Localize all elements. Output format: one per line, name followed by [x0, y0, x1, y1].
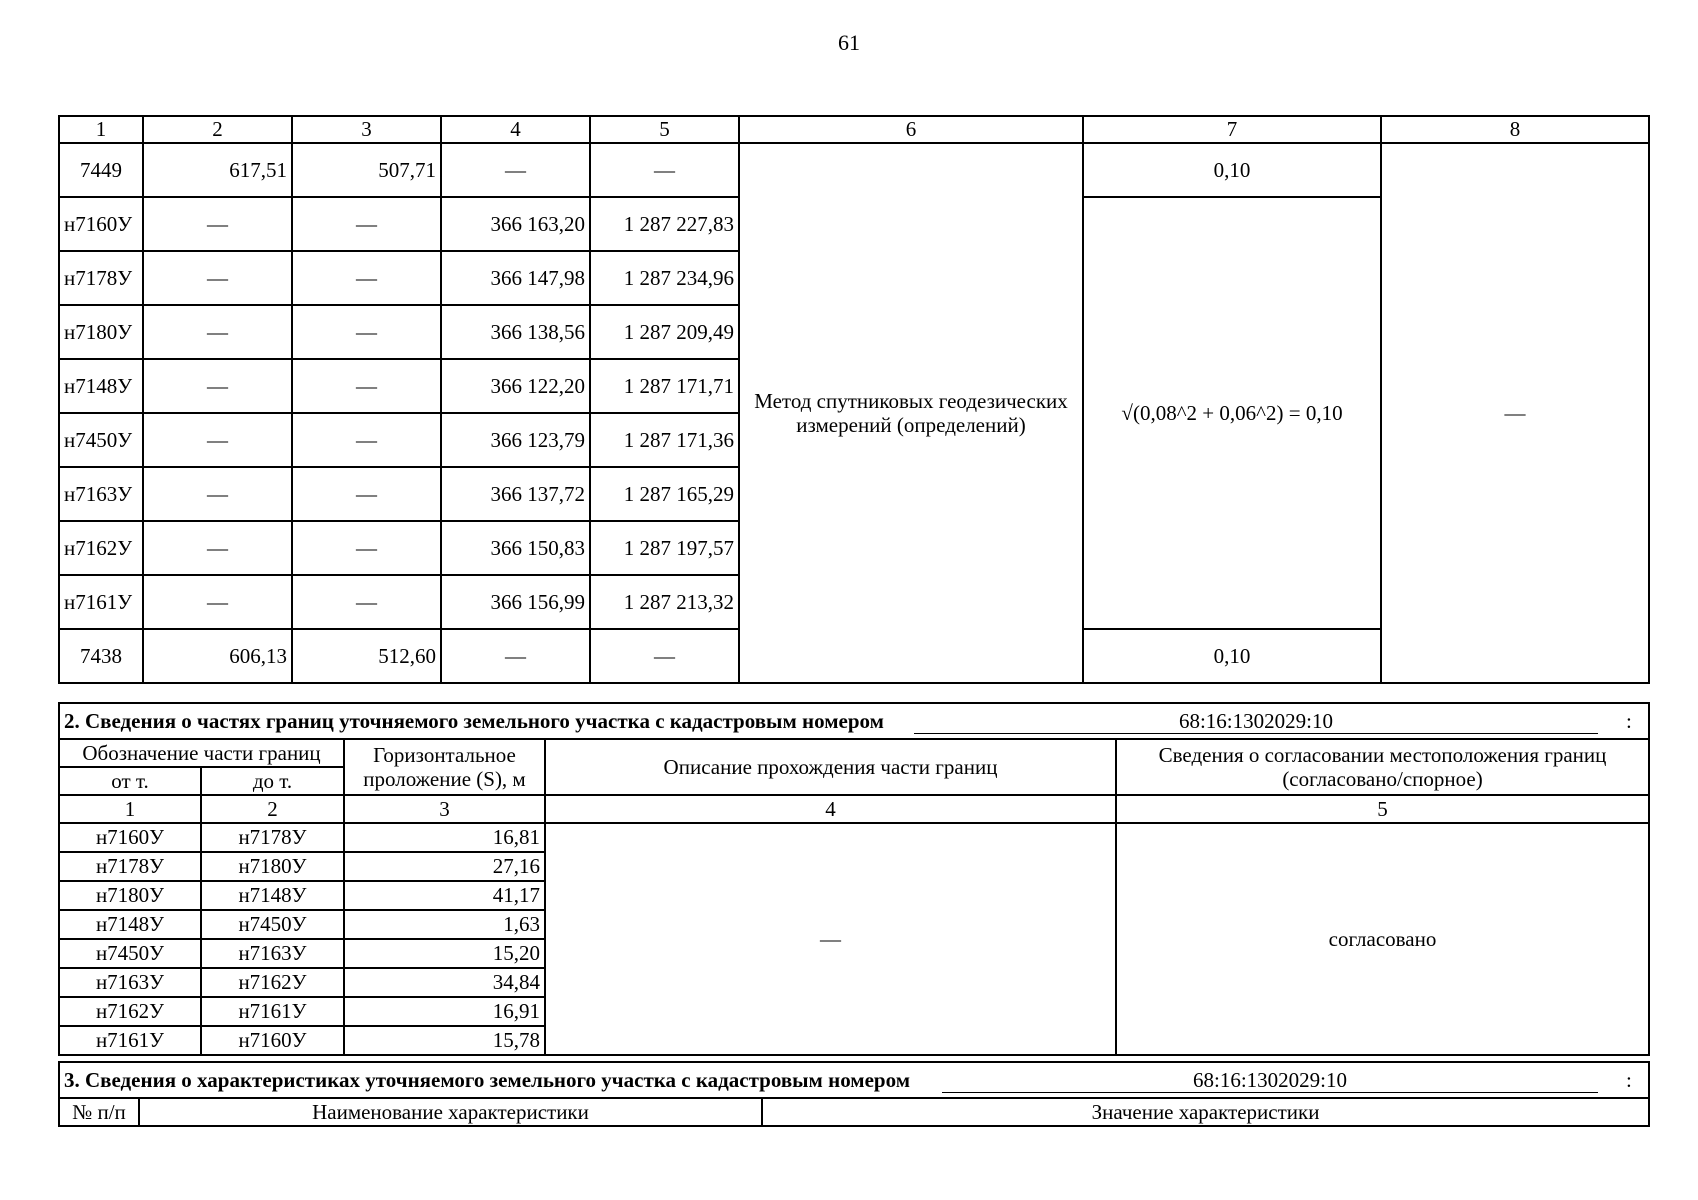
num-header: № п/п: [59, 1098, 139, 1126]
col-header: 4: [441, 116, 590, 143]
point-id-cell: н7180У: [59, 305, 143, 359]
y-new-cell: 1 287 165,29: [590, 467, 739, 521]
to-point-cell: н7163У: [201, 939, 344, 968]
x-old-cell: 617,51: [143, 143, 292, 197]
accuracy-formula-cell: √(0,08^2 + 0,06^2) = 0,10: [1083, 197, 1381, 629]
x-new-cell: 366 163,20: [441, 197, 590, 251]
section2-title: 2. Сведения о частях границ уточняемого земельного участка с кадастровым номером: [64, 709, 884, 733]
point-id-cell: 7438: [59, 629, 143, 683]
x-new-cell: —: [441, 629, 590, 683]
y-old-cell: —: [292, 305, 441, 359]
x-old-cell: —: [143, 467, 292, 521]
x-new-cell: 366 122,20: [441, 359, 590, 413]
to-header: до т.: [201, 767, 344, 795]
to-point-cell: н7450У: [201, 910, 344, 939]
col-number: 3: [344, 795, 545, 823]
table-row: [59, 823, 1649, 852]
from-point-cell: н7160У: [59, 823, 201, 852]
section3-cadastral-number: 68:16:1302029:10: [942, 1068, 1598, 1093]
x-new-cell: 366 138,56: [441, 305, 590, 359]
method-cell: Метод спутниковых геодезических измерений (определений): [739, 143, 1083, 683]
y-old-cell: —: [292, 521, 441, 575]
y-old-cell: —: [292, 575, 441, 629]
y-new-cell: 1 287 171,36: [590, 413, 739, 467]
y-old-cell: —: [292, 467, 441, 521]
agreement-cell: согласовано: [1116, 823, 1649, 1055]
y-old-cell: —: [292, 413, 441, 467]
col-number: 5: [1116, 795, 1649, 823]
section3-colon: :: [1626, 1067, 1632, 1092]
x-old-cell: —: [143, 359, 292, 413]
y-new-cell: 1 287 209,49: [590, 305, 739, 359]
agreement-header: Сведения о согласовании местоположения границ (согласовано/спорное): [1116, 739, 1649, 795]
x-new-cell: 366 150,83: [441, 521, 590, 575]
coordinates-header-row: [59, 116, 1649, 143]
description-cell: —: [545, 823, 1116, 1055]
distance-cell: 15,78: [344, 1026, 545, 1055]
point-id-cell: 7449: [59, 143, 143, 197]
boundary-parts-table: [58, 702, 1650, 1056]
accuracy-bottom-cell: 0,10: [1083, 629, 1381, 683]
point-id-cell: н7161У: [59, 575, 143, 629]
x-old-cell: —: [143, 197, 292, 251]
name-header: Наименование характеристики: [139, 1098, 762, 1126]
col-header: 7: [1083, 116, 1381, 143]
y-new-cell: 1 287 171,71: [590, 359, 739, 413]
x-old-cell: —: [143, 575, 292, 629]
distance-cell: 34,84: [344, 968, 545, 997]
x-new-cell: 366 123,79: [441, 413, 590, 467]
to-point-cell: н7148У: [201, 881, 344, 910]
point-id-cell: н7163У: [59, 467, 143, 521]
horizontal-header: Горизонтальное проложение (S), м: [344, 739, 545, 795]
from-point-cell: н7178У: [59, 852, 201, 881]
description-header: Описание прохождения части границ: [545, 739, 1116, 795]
page-number: 61: [838, 30, 860, 55]
section3-title: 3. Сведения о характеристиках уточняемого земельного участка с кадастровым номером: [64, 1067, 911, 1092]
x-old-cell: —: [143, 251, 292, 305]
y-old-cell: 512,60: [292, 629, 441, 683]
distance-cell: 16,81: [344, 823, 545, 852]
from-point-cell: н7180У: [59, 881, 201, 910]
x-new-cell: 366 147,98: [441, 251, 590, 305]
x-old-cell: 606,13: [143, 629, 292, 683]
col-number: 1: [59, 795, 201, 823]
section2-number-row: [59, 795, 1649, 823]
col-header: 3: [292, 116, 441, 143]
boundary-part-header: Обозначение части границ: [59, 739, 344, 767]
value-header: Значение характеристики: [762, 1098, 1649, 1126]
accuracy-top-cell: 0,10: [1083, 143, 1381, 197]
point-id-cell: н7178У: [59, 251, 143, 305]
col-header: 8: [1381, 116, 1649, 143]
y-old-cell: —: [292, 251, 441, 305]
y-new-cell: 1 287 197,57: [590, 521, 739, 575]
col-header: 1: [59, 116, 143, 143]
point-id-cell: н7160У: [59, 197, 143, 251]
section2-cadastral-number: 68:16:1302029:10: [914, 709, 1598, 734]
table-row: [59, 143, 1649, 197]
distance-cell: 16,91: [344, 997, 545, 1026]
distance-cell: 27,16: [344, 852, 545, 881]
from-point-cell: н7148У: [59, 910, 201, 939]
from-point-cell: н7161У: [59, 1026, 201, 1055]
col-header: 2: [143, 116, 292, 143]
y-new-cell: 1 287 234,96: [590, 251, 739, 305]
from-point-cell: н7450У: [59, 939, 201, 968]
from-point-cell: н7162У: [59, 997, 201, 1026]
y-old-cell: —: [292, 197, 441, 251]
x-old-cell: —: [143, 521, 292, 575]
from-header: от т.: [59, 767, 201, 795]
section3-header-row: [59, 1098, 1649, 1126]
col8-cell: —: [1381, 143, 1649, 683]
to-point-cell: н7180У: [201, 852, 344, 881]
section2-header-row: [59, 739, 1649, 767]
x-old-cell: —: [143, 413, 292, 467]
y-new-cell: —: [590, 143, 739, 197]
distance-cell: 1,63: [344, 910, 545, 939]
characteristics-table: [58, 1061, 1650, 1127]
y-old-cell: 507,71: [292, 143, 441, 197]
y-new-cell: 1 287 213,32: [590, 575, 739, 629]
to-point-cell: н7161У: [201, 997, 344, 1026]
col-number: 2: [201, 795, 344, 823]
x-new-cell: 366 137,72: [441, 467, 590, 521]
point-id-cell: н7450У: [59, 413, 143, 467]
distance-cell: 41,17: [344, 881, 545, 910]
col-header: 6: [739, 116, 1083, 143]
col-number: 4: [545, 795, 1116, 823]
coordinates-table: [58, 115, 1650, 684]
point-id-cell: н7148У: [59, 359, 143, 413]
y-old-cell: —: [292, 359, 441, 413]
distance-cell: 15,20: [344, 939, 545, 968]
y-new-cell: 1 287 227,83: [590, 197, 739, 251]
to-point-cell: н7162У: [201, 968, 344, 997]
section3-title-row: [59, 1062, 1649, 1098]
section2-colon: :: [1626, 708, 1632, 733]
x-new-cell: 366 156,99: [441, 575, 590, 629]
col-header: 5: [590, 116, 739, 143]
to-point-cell: н7160У: [201, 1026, 344, 1055]
point-id-cell: н7162У: [59, 521, 143, 575]
from-point-cell: н7163У: [59, 968, 201, 997]
x-new-cell: —: [441, 143, 590, 197]
to-point-cell: н7178У: [201, 823, 344, 852]
section2-title-row: [59, 703, 1649, 739]
x-old-cell: —: [143, 305, 292, 359]
y-new-cell: —: [590, 629, 739, 683]
